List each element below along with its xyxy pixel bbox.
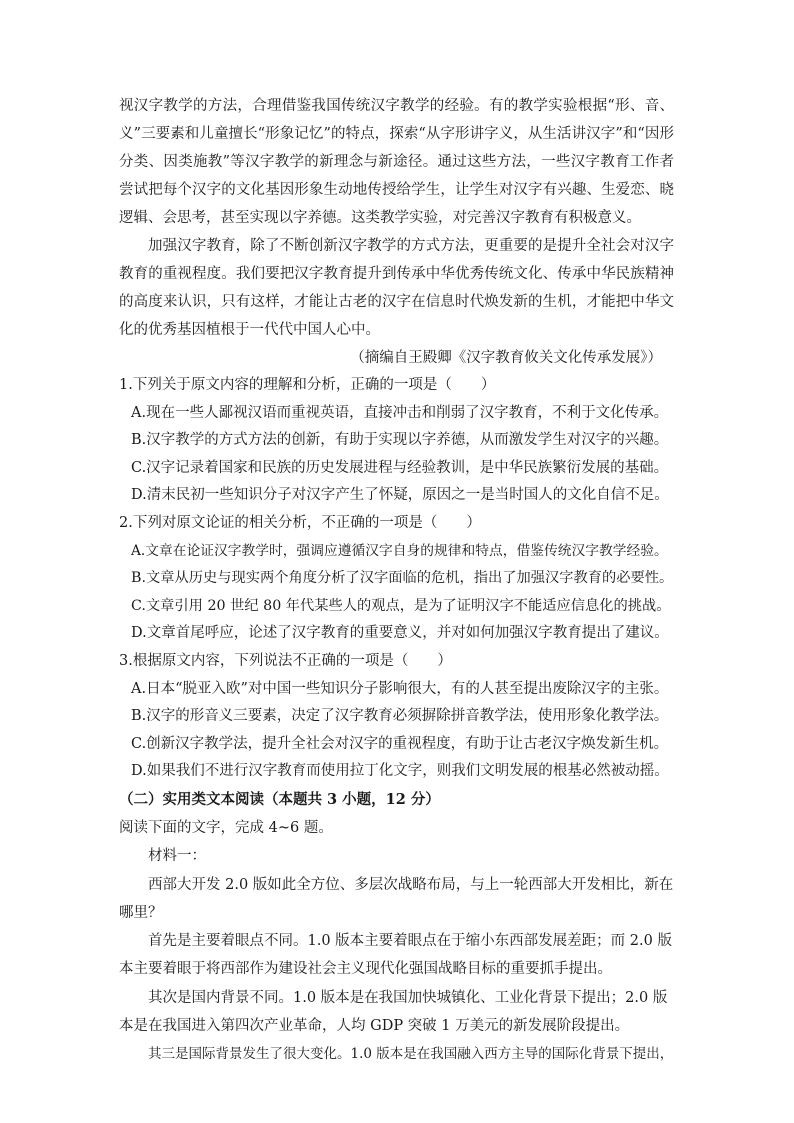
option-d: D.如果我们不进行汉字教育而使用拉丁化文字，则我们文明发展的根基必然被动摇。 (131, 763, 669, 780)
option-a: A.现在一些人鄙视汉语而重视英语，直接冲击和削弱了汉字教育，不利于文化传承。 (131, 404, 669, 421)
question-2 (119, 510, 674, 648)
option-b: B.汉字的形音义三要素，决定了汉字教育必须摒除拼音教学法，使用形象化教学法。 (131, 708, 669, 725)
option-c: C.汉字记录着国家和民族的历史发展进程与经验教训，是中华民族繁衍发展的基础。 (131, 459, 669, 476)
page-content (119, 92, 674, 1069)
option-d: D.文章首尾呼应，论述了汉字教育的重要意义，并对如何加强汉字教育提出了建议。 (131, 625, 669, 642)
option-a: A.日本“脱亚入欧”对中国一些知识分子影响很大，有的人甚至提出废除汉字的主张。 (131, 680, 669, 697)
material-label: 材料一： (148, 848, 206, 865)
option-d: D.清末民初一些知识分子对汉字产生了怀疑，原因之一是当时国人的文化自信不足。 (131, 487, 669, 504)
option-c: C.文章引用 20 世纪 80 年代某些人的观点，是为了证明汉字不能适应信息化的挑战。 (131, 597, 671, 614)
material-paragraph: 首先是主要着眼点不同。1.0 版本主要着眼点在于缩小东西部发展差距；而 2.0 版本主要着眼于将西部作为建设社会主义现代化强国战略目标的重要抓手提出。 (119, 933, 672, 978)
passage-paragraph: 加强汉字教育，除了不断创新汉字教学的方式方法，更重要的是提升全社会对汉字教育的重视程度。我们要把汉字教育提升到传承中华优秀传统文化、传承中华民族精神的高度来认识，只有这样，才能让古老的汉字在信息时代焕发新的生机，才能把中华文化的优秀基因植根于一代代中国人心中。 (119, 238, 674, 338)
section-instruction: 阅读下面的文字，完成 4~6 题。 (119, 819, 333, 836)
passage-source: （摘编自王殿卿《汉字教育攸关文化传承发展》） (350, 350, 662, 366)
question-stem: 1.下列关于原文内容的理解和分析，正确的一项是（ ） (119, 377, 496, 393)
section-heading: （二）实用类文本阅读（本题共 3 小题，12 分） (119, 790, 440, 808)
question-stem: 3.根据原文内容，下列说法不正确的一项是（ ） (119, 652, 452, 669)
option-c: C.创新汉字教学法，提升全社会对汉字的重视程度，有助于让古老汉字焕发新生机。 (131, 735, 669, 752)
material-paragraph: 西部大开发 2.0 版如此全方位、多层次战略布局，与上一轮西部大开发相比，新在哪里？ (119, 876, 674, 921)
option-a: A.文章在论证汉字教学时，强调应遵循汉字自身的规律和特点，借鉴传统汉字教学经验。 (131, 542, 668, 559)
material-paragraph: 其三是国际背景发生了很大变化。1.0 版本是在我国融入西方主导的国际化背景下提出， (148, 1046, 674, 1063)
option-b: B.汉字教学的方式方法的创新，有助于实现以字养德，从而激发学生对汉字的兴趣。 (131, 432, 669, 449)
question-stem: 2.下列对原文论证的相关分析，不正确的一项是（ ） (119, 514, 481, 531)
question-1 (119, 372, 674, 510)
passage-paragraph: 视汉字教学的方法，合理借鉴我国传统汉字教学的经验。有的教学实验根据“形、音、义”三要素和儿童擅长“形象记忆”的特点，探索“从字形讲字义，从生活讲汉字”和“因形分类、因类施教”等汉字教学的新理念与新途径。通过这些方法，一些汉字教育工作者尝试把每个汉字的文化基因形象生动地传授给学生，让学生对汉字有兴趣、生爱恋、晓逻辑、会思考，甚至实现以字养德。这类教学实验，对完善汉字教育有积极意义。 (119, 98, 674, 226)
question-3 (119, 648, 674, 786)
material-paragraph: 其次是国内背景不同。1.0 版本是在我国加快城镇化、工业化背景下提出；2.0 版本是在我国进入第四次产业革命，人均 GDP 突破 1 万美元的新发展阶段提出。 (119, 989, 668, 1034)
option-b: B.文章从历史与现实两个角度分析了汉字面临的危机，指出了加强汉字教育的必要性。 (131, 570, 674, 587)
